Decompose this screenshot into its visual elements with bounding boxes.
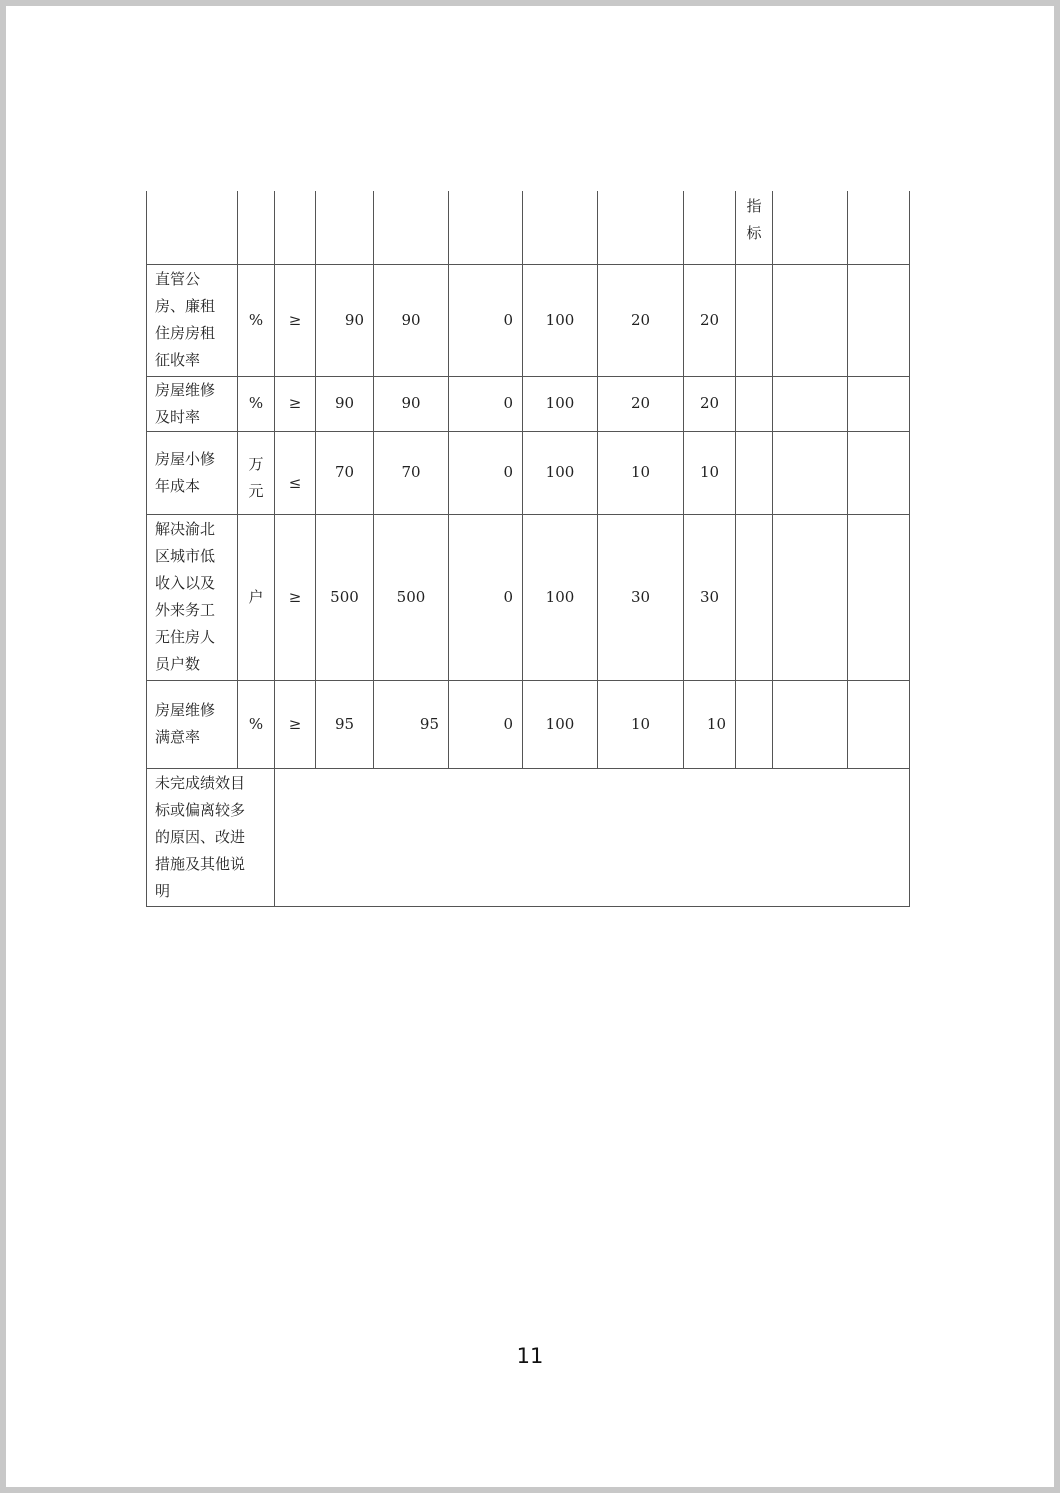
unit: 户 bbox=[238, 514, 275, 680]
weight-value: 20 bbox=[598, 376, 684, 431]
actual-value: 95 bbox=[374, 680, 449, 768]
weight-value: 20 bbox=[598, 264, 684, 376]
empty-cell bbox=[736, 680, 773, 768]
empty-cell bbox=[736, 514, 773, 680]
target-value: 90 bbox=[316, 264, 374, 376]
indicator-name: 房屋维修 及时率 bbox=[147, 376, 238, 431]
table-row bbox=[147, 680, 910, 768]
weight-value: 10 bbox=[598, 680, 684, 768]
actual-value: 90 bbox=[374, 376, 449, 431]
table-row bbox=[147, 431, 910, 514]
empty-cell bbox=[773, 431, 848, 514]
empty-cell bbox=[773, 514, 848, 680]
empty-cell bbox=[848, 264, 910, 376]
page-number: 11 bbox=[516, 1344, 544, 1368]
deviation-value: 0 bbox=[449, 376, 523, 431]
operator: ≥ bbox=[275, 264, 316, 376]
empty-cell bbox=[848, 376, 910, 431]
indicator-name: 房屋维修 满意率 bbox=[147, 680, 238, 768]
score-value: 30 bbox=[684, 514, 736, 680]
score-value: 20 bbox=[684, 376, 736, 431]
notes-label: 未完成绩效目 标或偏离较多 的原因、改进 措施及其他说 明 bbox=[147, 768, 275, 906]
notes-content bbox=[275, 768, 910, 906]
score-value: 10 bbox=[684, 431, 736, 514]
weight-value: 10 bbox=[598, 431, 684, 514]
deviation-value: 0 bbox=[449, 264, 523, 376]
target-value: 70 bbox=[316, 431, 374, 514]
deviation-value: 0 bbox=[449, 514, 523, 680]
table-row bbox=[147, 264, 910, 376]
empty-cell bbox=[848, 431, 910, 514]
weight-value: 30 bbox=[598, 514, 684, 680]
operator: ≥ bbox=[275, 376, 316, 431]
empty-cell bbox=[773, 376, 848, 431]
indicator-label: 指 标 bbox=[736, 191, 773, 264]
indicator-name: 房屋小修 年成本 bbox=[147, 431, 238, 514]
score-value: 10 bbox=[684, 680, 736, 768]
score-value: 20 bbox=[684, 264, 736, 376]
deviation-value: 0 bbox=[449, 680, 523, 768]
empty-cell bbox=[773, 264, 848, 376]
empty-cell bbox=[736, 376, 773, 431]
unit: 万 元 bbox=[238, 431, 275, 514]
table-row bbox=[147, 376, 910, 431]
deviation-value: 0 bbox=[449, 431, 523, 514]
completion-rate: 100 bbox=[523, 514, 598, 680]
unit: % bbox=[238, 376, 275, 431]
operator: ≤ bbox=[275, 431, 316, 514]
empty-cell bbox=[848, 680, 910, 768]
performance-table bbox=[146, 191, 910, 907]
target-value: 500 bbox=[316, 514, 374, 680]
completion-rate: 100 bbox=[523, 376, 598, 431]
target-value: 90 bbox=[316, 376, 374, 431]
unit: % bbox=[238, 264, 275, 376]
document-page bbox=[6, 6, 1054, 1487]
unit: % bbox=[238, 680, 275, 768]
actual-value: 90 bbox=[374, 264, 449, 376]
indicator-name: 直管公 房、廉租 住房房租 征收率 bbox=[147, 264, 238, 376]
empty-cell bbox=[736, 431, 773, 514]
empty-cell bbox=[773, 680, 848, 768]
completion-rate: 100 bbox=[523, 264, 598, 376]
operator: ≥ bbox=[275, 514, 316, 680]
table-row-continued bbox=[147, 191, 910, 264]
completion-rate: 100 bbox=[523, 680, 598, 768]
table-row-notes bbox=[147, 768, 910, 906]
target-value: 95 bbox=[316, 680, 374, 768]
empty-cell bbox=[848, 514, 910, 680]
empty-cell bbox=[736, 264, 773, 376]
indicator-name: 解决渝北 区城市低 收入以及 外来务工 无住房人 员户数 bbox=[147, 514, 238, 680]
table-row bbox=[147, 514, 910, 680]
operator: ≥ bbox=[275, 680, 316, 768]
completion-rate: 100 bbox=[523, 431, 598, 514]
actual-value: 70 bbox=[374, 431, 449, 514]
actual-value: 500 bbox=[374, 514, 449, 680]
